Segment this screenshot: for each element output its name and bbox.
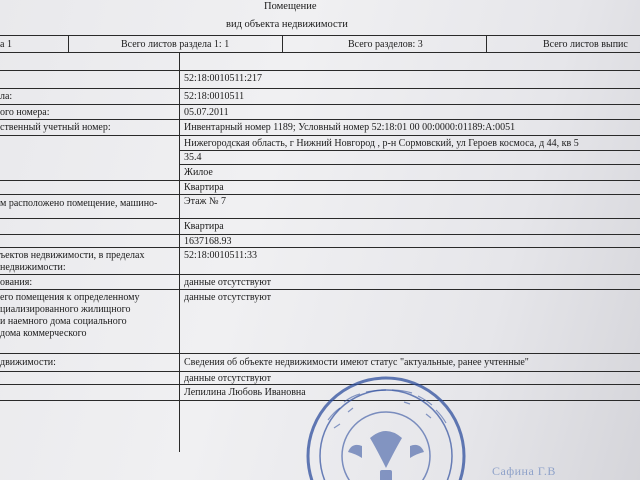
registrar-name: Лепилина Любовь Ивановна <box>184 387 306 398</box>
rule <box>180 150 640 151</box>
usage-value: данные отсутствуют <box>184 277 271 288</box>
column-divider <box>282 35 283 52</box>
housing-fund-value: данные отсутствуют <box>184 292 271 303</box>
rule <box>0 234 640 235</box>
rule <box>0 274 640 275</box>
quarter-number: 52:18:0010511 <box>184 91 245 102</box>
floor-number: Этаж № 7 <box>184 196 226 207</box>
row-label: ла: <box>0 91 13 102</box>
object-type-caption: вид объекта недвижимости <box>226 19 348 30</box>
stamp-signature: Сафина Г.В <box>492 464 556 478</box>
rule <box>0 119 640 120</box>
rule <box>0 218 640 219</box>
object-status: Сведения об объекте недвижимости имеют статус "актуальные, ранее учтенные" <box>184 357 529 368</box>
rule <box>0 194 640 195</box>
row-label: движимости: <box>0 357 56 368</box>
room-type: Квартира <box>184 221 224 232</box>
address: Нижегородская область, г Нижний Новгород , р-н Сормовский, ул Героев космоса, д 44, кв 5 <box>184 138 579 149</box>
section-label: а 1 <box>0 39 12 50</box>
rule <box>0 35 640 36</box>
row-label: ования: <box>0 277 33 288</box>
sheets-in-section: Всего листов раздела 1: 1 <box>121 39 230 50</box>
rule <box>0 247 640 248</box>
rule <box>0 289 640 290</box>
cadastral-value: 1637168.93 <box>184 236 232 247</box>
doc-title: Помещение <box>264 1 317 12</box>
rule <box>180 164 640 165</box>
rule <box>0 135 640 136</box>
former-numbers: Инвентарный номер 1189; Условный номер 52:18:01 00 00:0000:01189:А:0051 <box>184 122 516 133</box>
rule <box>0 104 640 105</box>
row-label: м расположено помещение, машино- <box>0 198 158 209</box>
row-label: недвижимости: <box>0 262 66 273</box>
rule <box>0 88 640 89</box>
row-label: и наемного дома социального <box>0 316 127 327</box>
parent-object-number: 52:18:0010511:33 <box>184 250 257 261</box>
sections-count: Всего разделов: 3 <box>348 39 423 50</box>
row-label: ъектов недвижимости, в пределах <box>0 250 145 261</box>
column-divider <box>179 52 180 452</box>
rule <box>0 180 640 181</box>
cadastral-number: 52:18:0010511:217 <box>184 73 262 84</box>
row-label: циализированного жилищного <box>0 304 131 315</box>
area: 35.4 <box>184 152 202 163</box>
assignment-date: 05.07.2011 <box>184 107 229 118</box>
row-label: ого номера: <box>0 107 50 118</box>
column-divider <box>68 35 69 52</box>
rule <box>0 52 640 53</box>
rule <box>0 70 640 71</box>
rule <box>0 353 640 354</box>
official-seal-stamp <box>300 368 470 480</box>
special-notes: данные отсутствуют <box>184 373 271 384</box>
row-label: его помещения к определенному <box>0 292 140 303</box>
purpose: Жилое <box>184 167 213 178</box>
row-label: ственный учетный номер: <box>0 122 111 133</box>
sheets-total: Всего листов выпис <box>543 39 628 50</box>
column-divider <box>486 35 487 52</box>
row-label: дома коммерческого <box>0 328 87 339</box>
room-name: Квартира <box>184 182 224 193</box>
